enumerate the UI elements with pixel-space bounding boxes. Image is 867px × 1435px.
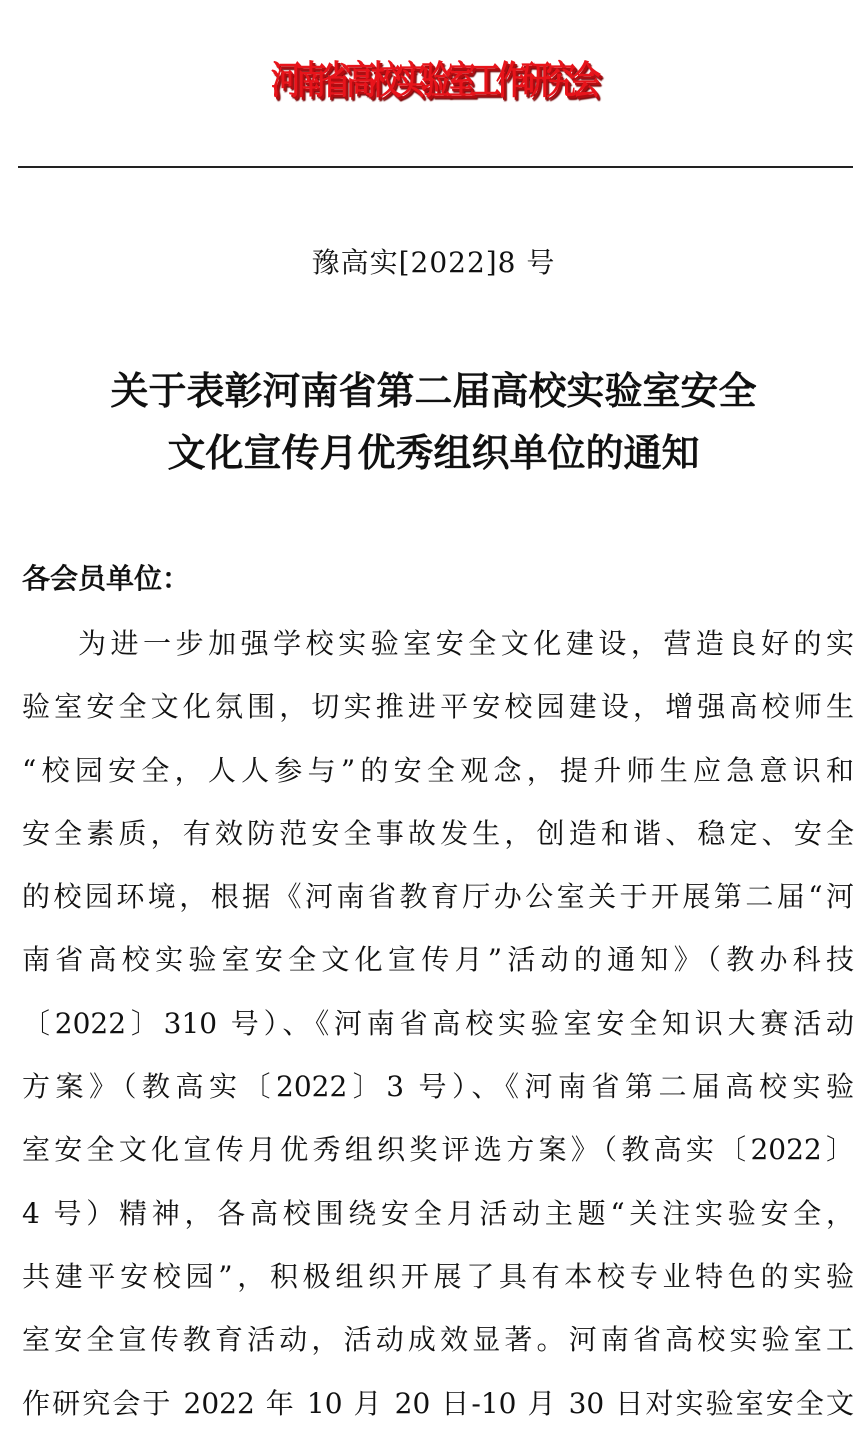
masthead-title: 河南省高校实验室工作研究会 — [271, 58, 596, 104]
body-line: 4 号）精神，各高校围绕安全月活动主题“关注实验安全， — [22, 1196, 854, 1230]
body-line: 室安全文化宣传月优秀组织奖评选方案》（教高实〔2022〕 — [22, 1133, 854, 1167]
body-line: 方案》（教高实〔2022〕3 号）、《河南省第二届高校实验 — [22, 1070, 854, 1104]
body-paragraph — [22, 612, 854, 1435]
document-title — [0, 360, 867, 484]
document-title-line-2: 文化宣传月优秀组织单位的通知 — [167, 431, 700, 475]
salutation: 各会员单位： — [22, 562, 191, 595]
body-line: 为进一步加强学校实验室安全文化建设，营造良好的实 — [78, 627, 854, 660]
masthead-divider — [18, 166, 853, 168]
body-line: 安全素质，有效防范安全事故发生，创造和谐、稳定、安全 — [22, 816, 854, 850]
body-line: 验室安全文化氛围，切实推进平安校园建设，增强高校师生 — [22, 690, 854, 724]
body-line: 南省高校实验室安全文化宣传月”活动的通知》（教办科技 — [22, 943, 854, 977]
body-line: 共建平安校园”，积极组织开展了具有本校专业特色的实验 — [22, 1259, 854, 1293]
document-number: 豫高实[2022]8 号 — [311, 246, 556, 279]
body-line: 〔2022〕310 号）、《河南省高校实验室安全知识大赛活动 — [22, 1006, 854, 1040]
body-line: 的校园环境，根据《河南省教育厅办公室关于开展第二届“河 — [22, 880, 854, 914]
masthead — [0, 12, 867, 162]
body-line: 室安全宣传教育活动，活动成效显著。河南省高校实验室工 — [22, 1323, 854, 1357]
document-title-line-1: 关于表彰河南省第二届高校实验室安全 — [110, 369, 757, 413]
body-line: “校园安全，人人参与”的安全观念，提升师生应急意识和 — [22, 753, 854, 787]
body-line: 作研究会于 2022 年 10 月 20 日-10 月 30 日对实验室安全文 — [22, 1386, 854, 1420]
